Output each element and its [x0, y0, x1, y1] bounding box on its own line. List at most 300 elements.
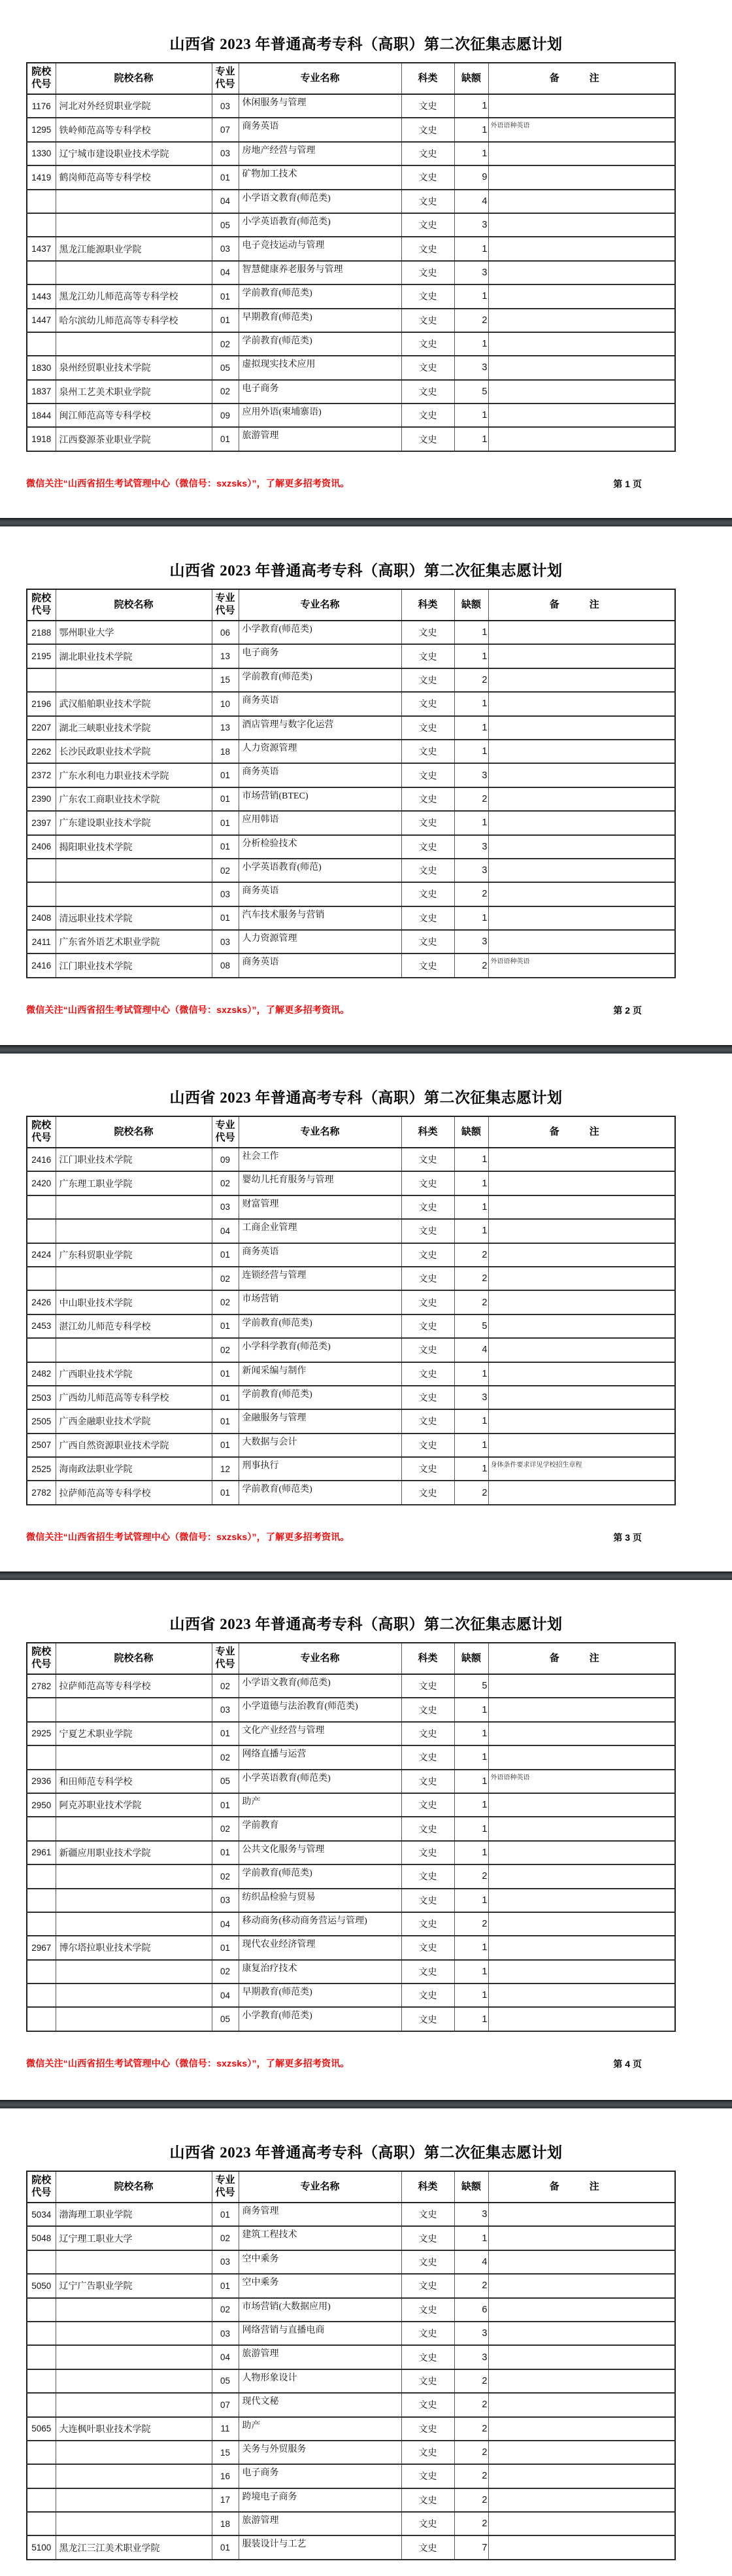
cell-category: 文史 [401, 2441, 454, 2464]
cell-college-name [56, 2369, 212, 2393]
cell-major-name: 连锁经营与管理 [239, 1267, 401, 1290]
cell-vacancy: 1 [454, 1362, 488, 1386]
col-header-major-name: 专业名称 [239, 1643, 401, 1674]
cell-vacancy: 1 [454, 1817, 488, 1840]
cell-category: 文史 [401, 1386, 454, 1409]
table-row [27, 380, 675, 404]
cell-major-code: 05 [212, 213, 239, 237]
cell-major-code: 02 [212, 1817, 239, 1840]
cell-college-name [56, 668, 212, 692]
cell-major-name: 财富管理 [239, 1195, 401, 1219]
cell-major-name: 旅游管理 [239, 2345, 401, 2369]
cell-college-code: 1176 [27, 94, 56, 118]
cell-college-code [27, 261, 56, 284]
cell-remark [488, 1698, 675, 1721]
page-title: 山西省 2023 年普通高考专科（高职）第二次征集志愿计划 [169, 1090, 563, 1106]
cell-category: 文史 [401, 1889, 454, 1912]
cell-remark [488, 1219, 675, 1243]
cell-college-name: 黑龙江能源职业学院 [56, 237, 212, 260]
cell-remark [488, 1745, 675, 1769]
cell-major-code: 15 [212, 668, 239, 692]
cell-major-name: 社会工作 [239, 1148, 401, 1171]
cell-college-name: 博尔塔拉职业技术学院 [56, 1936, 212, 1959]
table-row [27, 1457, 675, 1481]
cell-major-name: 房地产经营与管理 [239, 142, 401, 165]
cell-major-code: 09 [212, 404, 239, 427]
cell-major-name: 商务管理 [239, 2203, 401, 2226]
cell-major-name: 助产 [239, 1793, 401, 1817]
table-row [27, 2393, 675, 2416]
cell-college-code [27, 2345, 56, 2369]
cell-remark [488, 1171, 675, 1195]
cell-major-name: 网络营销与直播电商 [239, 2322, 401, 2345]
cell-category: 文史 [401, 118, 454, 141]
cell-college-name: 广东水利电力职业技术学院 [56, 763, 212, 787]
cell-remark [488, 1984, 675, 2007]
cell-college-name [56, 2488, 212, 2512]
cell-vacancy: 2 [454, 1864, 488, 1888]
plan-table [26, 2171, 676, 2560]
cell-category: 文史 [401, 1770, 454, 1793]
col-header-vacancy: 缺额 [454, 63, 488, 94]
cell-major-code: 18 [212, 2512, 239, 2535]
cell-remark [488, 1674, 675, 1698]
cell-category: 文史 [401, 165, 454, 189]
cell-category: 文史 [401, 1674, 454, 1698]
table-header-row [27, 2171, 675, 2203]
table-row [27, 930, 675, 953]
cell-category: 文史 [401, 1314, 454, 1338]
col-header-college-code: 院校代号 [27, 1643, 56, 1674]
cell-major-code: 01 [212, 1386, 239, 1409]
table-row [27, 906, 675, 930]
cell-vacancy: 1 [454, 1841, 488, 1864]
cell-vacancy: 2 [454, 2512, 488, 2535]
cell-college-name [56, 1912, 212, 1936]
page-number: 第 1 页 [613, 479, 642, 489]
cell-category: 文史 [401, 404, 454, 427]
col-header-college-code: 院校代号 [27, 589, 56, 621]
cell-college-code: 2416 [27, 953, 56, 977]
cell-college-code [27, 1960, 56, 1984]
table-row [27, 2488, 675, 2512]
cell-category: 文史 [401, 284, 454, 308]
cell-remark [488, 284, 675, 308]
cell-major-name: 酒店管理与数字化运营 [239, 716, 401, 740]
table-row [27, 1793, 675, 1817]
cell-major-name: 学前教育(师范类) [239, 284, 401, 308]
cell-college-code [27, 2512, 56, 2535]
cell-major-name: 人力资源管理 [239, 740, 401, 763]
page-separator [0, 1045, 732, 1054]
cell-college-name [56, 332, 212, 356]
cell-college-name: 辽宁理工职业大学 [56, 2226, 212, 2250]
cell-college-name: 新疆应用职业技术学院 [56, 1841, 212, 1864]
table-header-row [27, 589, 675, 621]
table-row [27, 1984, 675, 2007]
cell-major-name: 人物形象设计 [239, 2369, 401, 2393]
cell-college-name: 鹤岗师范高等专科学校 [56, 165, 212, 189]
cell-major-name: 小学教育(师范类) [239, 621, 401, 644]
cell-college-name: 湖北三峡职业技术学院 [56, 716, 212, 740]
cell-college-code: 2416 [27, 1148, 56, 1171]
cell-college-name [56, 1889, 212, 1912]
cell-major-name: 旅游管理 [239, 427, 401, 451]
table-row [27, 1817, 675, 1840]
cell-college-name [56, 2298, 212, 2322]
cell-major-code: 04 [212, 1219, 239, 1243]
cell-vacancy: 2 [454, 2441, 488, 2464]
cell-college-code: 2420 [27, 1171, 56, 1195]
cell-vacancy: 3 [454, 1386, 488, 1409]
cell-major-name: 学前教育(师范类) [239, 1386, 401, 1409]
cell-category: 文史 [401, 2393, 454, 2416]
page-number: 第 4 页 [613, 2059, 642, 2069]
cell-college-name [56, 190, 212, 213]
plan-table-wrap [26, 2171, 676, 2560]
cell-vacancy: 1 [454, 1793, 488, 1817]
cell-major-code: 04 [212, 190, 239, 213]
cell-remark [488, 1912, 675, 1936]
cell-college-code: 2950 [27, 1793, 56, 1817]
cell-remark [488, 1936, 675, 1959]
cell-major-code: 02 [212, 332, 239, 356]
table-row [27, 2226, 675, 2250]
cell-remark [488, 2369, 675, 2393]
cell-major-code: 03 [212, 1195, 239, 1219]
cell-college-code: 5100 [27, 2535, 56, 2559]
cell-major-code: 03 [212, 930, 239, 953]
cell-vacancy: 1 [454, 2226, 488, 2250]
cell-vacancy: 1 [454, 237, 488, 260]
cell-vacancy: 3 [454, 261, 488, 284]
cell-college-code [27, 1889, 56, 1912]
cell-college-name [56, 2441, 212, 2464]
table-row [27, 1314, 675, 1338]
col-header-vacancy: 缺额 [454, 2171, 488, 2203]
cell-college-code: 1295 [27, 118, 56, 141]
cell-remark [488, 716, 675, 740]
cell-major-code: 02 [212, 859, 239, 882]
cell-college-code: 1419 [27, 165, 56, 189]
cell-vacancy: 1 [454, 1722, 488, 1745]
cell-college-code [27, 1912, 56, 1936]
cell-vacancy: 1 [454, 1698, 488, 1721]
table-row [27, 1698, 675, 1721]
cell-college-code [27, 859, 56, 882]
cell-remark [488, 1195, 675, 1219]
table-row [27, 2203, 675, 2226]
cell-college-code: 1437 [27, 237, 56, 260]
cell-major-code: 13 [212, 644, 239, 668]
cell-remark [488, 2250, 675, 2274]
table-row [27, 1960, 675, 1984]
cell-major-name: 文化产业经营与管理 [239, 1722, 401, 1745]
cell-major-name: 空中乘务 [239, 2250, 401, 2274]
cell-college-name: 广东农工商职业技术学院 [56, 787, 212, 811]
table-row [27, 1148, 675, 1171]
page-footer [26, 2057, 648, 2070]
cell-vacancy: 1 [454, 1745, 488, 1769]
cell-vacancy: 1 [454, 427, 488, 451]
cell-remark [488, 740, 675, 763]
cell-college-code: 2925 [27, 1722, 56, 1745]
cell-category: 文史 [401, 930, 454, 953]
cell-college-name: 海南政法职业学院 [56, 1457, 212, 1481]
cell-remark [488, 882, 675, 906]
table-header-row [27, 1116, 675, 1148]
cell-vacancy: 1 [454, 1889, 488, 1912]
table-row [27, 835, 675, 859]
cell-major-code: 01 [212, 1936, 239, 1959]
cell-major-name: 智慧健康养老服务与管理 [239, 261, 401, 284]
col-header-remark: 备注 [488, 589, 675, 621]
cell-college-name [56, 213, 212, 237]
cell-category: 文史 [401, 1745, 454, 1769]
cell-category: 文史 [401, 2464, 454, 2488]
cell-category: 文史 [401, 2203, 454, 2226]
cell-major-code: 05 [212, 2007, 239, 2031]
cell-category: 文史 [401, 835, 454, 859]
cell-category: 文史 [401, 1457, 454, 1481]
cell-vacancy: 2 [454, 953, 488, 977]
col-header-category: 科类 [401, 2171, 454, 2203]
cell-major-name: 商务英语 [239, 1243, 401, 1267]
cell-major-name: 助产 [239, 2417, 401, 2441]
cell-remark: 外语语种英语 [488, 118, 675, 141]
cell-college-name: 宁夏艺术职业学院 [56, 1722, 212, 1745]
page-separator [0, 2100, 732, 2108]
cell-college-name: 广西职业技术学院 [56, 1362, 212, 1386]
cell-major-code: 02 [212, 1171, 239, 1195]
cell-major-code: 08 [212, 953, 239, 977]
cell-college-code [27, 213, 56, 237]
cell-college-name: 清远职业技术学院 [56, 906, 212, 930]
cell-college-code: 2505 [27, 1409, 56, 1433]
cell-category: 文史 [401, 213, 454, 237]
cell-major-code: 01 [212, 1841, 239, 1864]
table-row [27, 309, 675, 332]
cell-major-code: 01 [212, 1243, 239, 1267]
cell-major-name: 学前教育(师范类) [239, 1481, 401, 1504]
cell-remark [488, 2203, 675, 2226]
cell-major-code: 05 [212, 1770, 239, 1793]
cell-vacancy: 1 [454, 1984, 488, 2007]
cell-major-code: 01 [212, 906, 239, 930]
cell-category: 文史 [401, 2274, 454, 2297]
table-row [27, 190, 675, 213]
cell-major-code: 02 [212, 1338, 239, 1362]
cell-college-name: 渤海理工职业学院 [56, 2203, 212, 2226]
cell-college-code: 2503 [27, 1386, 56, 1409]
col-header-remark: 备注 [488, 1643, 675, 1674]
table-row [27, 1889, 675, 1912]
cell-major-code: 10 [212, 692, 239, 715]
cell-category: 文史 [401, 2512, 454, 2535]
table-row [27, 763, 675, 787]
table-row [27, 332, 675, 356]
cell-college-code: 2196 [27, 692, 56, 715]
cell-college-name: 拉萨师范高等专科学校 [56, 1674, 212, 1698]
cell-category: 文史 [401, 142, 454, 165]
col-header-remark: 备注 [488, 63, 675, 94]
cell-remark [488, 1817, 675, 1840]
cell-category: 文史 [401, 94, 454, 118]
cell-college-name: 泉州经贸职业技术学院 [56, 356, 212, 379]
cell-major-code: 02 [212, 380, 239, 404]
cell-remark [488, 2417, 675, 2441]
cell-college-code: 2195 [27, 644, 56, 668]
cell-remark [488, 1841, 675, 1864]
cell-major-code: 01 [212, 165, 239, 189]
col-header-college-name: 院校名称 [56, 63, 212, 94]
cell-vacancy: 2 [454, 1912, 488, 1936]
cell-vacancy: 2 [454, 1290, 488, 1314]
col-header-remark: 备注 [488, 2171, 675, 2203]
page-title: 山西省 2023 年普通高考专科（高职）第二次征集志愿计划 [169, 1616, 563, 1632]
cell-remark [488, 1338, 675, 1362]
cell-category: 文史 [401, 261, 454, 284]
cell-category: 文史 [401, 1984, 454, 2007]
cell-college-name: 阿克苏职业技术学院 [56, 1793, 212, 1817]
cell-vacancy: 9 [454, 165, 488, 189]
plan-table-wrap [26, 1642, 676, 2032]
cell-college-name [56, 2464, 212, 2488]
cell-college-code: 5065 [27, 2417, 56, 2441]
table-row [27, 1745, 675, 1769]
table-row [27, 2007, 675, 2031]
cell-remark [488, 165, 675, 189]
table-row [27, 1338, 675, 1362]
cell-category: 文史 [401, 644, 454, 668]
cell-vacancy: 5 [454, 1314, 488, 1338]
cell-major-code: 05 [212, 356, 239, 379]
cell-college-code: 2961 [27, 1841, 56, 1864]
table-row [27, 2369, 675, 2393]
cell-vacancy: 1 [454, 94, 488, 118]
cell-college-code: 2507 [27, 1434, 56, 1457]
cell-remark [488, 1314, 675, 1338]
cell-major-name: 电子商务 [239, 644, 401, 668]
cell-major-name: 市场营销(大数据应用) [239, 2298, 401, 2322]
cell-college-name [56, 1195, 212, 1219]
cell-college-name [56, 1984, 212, 2007]
cell-college-name: 湖北职业技术学院 [56, 644, 212, 668]
cell-college-code [27, 1984, 56, 2007]
cell-major-name: 新闻采编与制作 [239, 1362, 401, 1386]
cell-major-code: 01 [212, 1362, 239, 1386]
plan-table [26, 1116, 676, 1505]
cell-college-code [27, 1817, 56, 1840]
cell-major-name: 服装设计与工艺 [239, 2535, 401, 2559]
col-header-major-code: 专业代号 [212, 2171, 239, 2203]
cell-college-code: 2525 [27, 1457, 56, 1481]
cell-major-name: 分析检验技术 [239, 835, 401, 859]
cell-category: 文史 [401, 1722, 454, 1745]
page-number: 第 2 页 [613, 1005, 642, 1016]
cell-remark [488, 621, 675, 644]
cell-category: 文史 [401, 2488, 454, 2512]
cell-college-name: 长沙民政职业技术学院 [56, 740, 212, 763]
plan-table [26, 589, 676, 978]
table-row [27, 1936, 675, 1959]
cell-category: 文史 [401, 2535, 454, 2559]
cell-college-code [27, 190, 56, 213]
table-row [27, 1386, 675, 1409]
cell-remark [488, 1386, 675, 1409]
cell-category: 文史 [401, 2417, 454, 2441]
col-header-major-name: 专业名称 [239, 589, 401, 621]
cell-college-name [56, 2345, 212, 2369]
col-header-major-code: 专业代号 [212, 1643, 239, 1674]
cell-college-name: 广东建设职业技术学院 [56, 811, 212, 834]
cell-college-code [27, 2464, 56, 2488]
col-header-college-name: 院校名称 [56, 1116, 212, 1148]
cell-category: 文史 [401, 380, 454, 404]
cell-major-name: 小学语文教育(师范类) [239, 1674, 401, 1698]
col-header-college-code: 院校代号 [27, 2171, 56, 2203]
cell-major-code: 15 [212, 2441, 239, 2464]
cell-major-code: 01 [212, 787, 239, 811]
cell-major-name: 金融服务与管理 [239, 1409, 401, 1433]
col-header-college-name: 院校名称 [56, 2171, 212, 2203]
cell-major-name: 旅游管理 [239, 2512, 401, 2535]
cell-college-name [56, 1817, 212, 1840]
cell-category: 文史 [401, 2226, 454, 2250]
table-row [27, 404, 675, 427]
cell-major-name: 商务英语 [239, 763, 401, 787]
cell-college-name: 辽宁城市建设职业技术学院 [56, 142, 212, 165]
cell-remark: 外语语种英语 [488, 953, 675, 977]
cell-college-code: 2406 [27, 835, 56, 859]
document-page [0, 2108, 732, 2576]
table-row [27, 1864, 675, 1888]
cell-major-code: 02 [212, 1290, 239, 1314]
table-row [27, 716, 675, 740]
table-row [27, 2535, 675, 2559]
table-row [27, 1267, 675, 1290]
cell-vacancy: 7 [454, 2535, 488, 2559]
cell-vacancy: 3 [454, 2203, 488, 2226]
plan-table [26, 1642, 676, 2032]
col-header-college-name: 院校名称 [56, 589, 212, 621]
cell-category: 文史 [401, 668, 454, 692]
cell-vacancy: 3 [454, 213, 488, 237]
cell-major-code: 13 [212, 716, 239, 740]
cell-major-code: 02 [212, 1960, 239, 1984]
cell-vacancy: 4 [454, 1338, 488, 1362]
table-row [27, 2417, 675, 2441]
cell-major-code: 03 [212, 142, 239, 165]
cell-major-name: 商务英语 [239, 882, 401, 906]
col-header-category: 科类 [401, 589, 454, 621]
table-row [27, 261, 675, 284]
cell-remark [488, 1793, 675, 1817]
wechat-notice: 微信关注“山西省招生考试管理中心（微信号：sxzsks）”，了解更多招考资讯。 [26, 478, 350, 489]
cell-college-code: 1447 [27, 309, 56, 332]
plan-table-wrap [26, 589, 676, 978]
table-row [27, 2322, 675, 2345]
cell-college-code: 2782 [27, 1674, 56, 1698]
table-row [27, 118, 675, 141]
cell-college-code [27, 1267, 56, 1290]
cell-category: 文史 [401, 2369, 454, 2393]
cell-major-code: 01 [212, 1793, 239, 1817]
cell-category: 文史 [401, 716, 454, 740]
cell-major-code: 01 [212, 1481, 239, 1504]
cell-vacancy: 1 [454, 1195, 488, 1219]
cell-college-code: 1837 [27, 380, 56, 404]
